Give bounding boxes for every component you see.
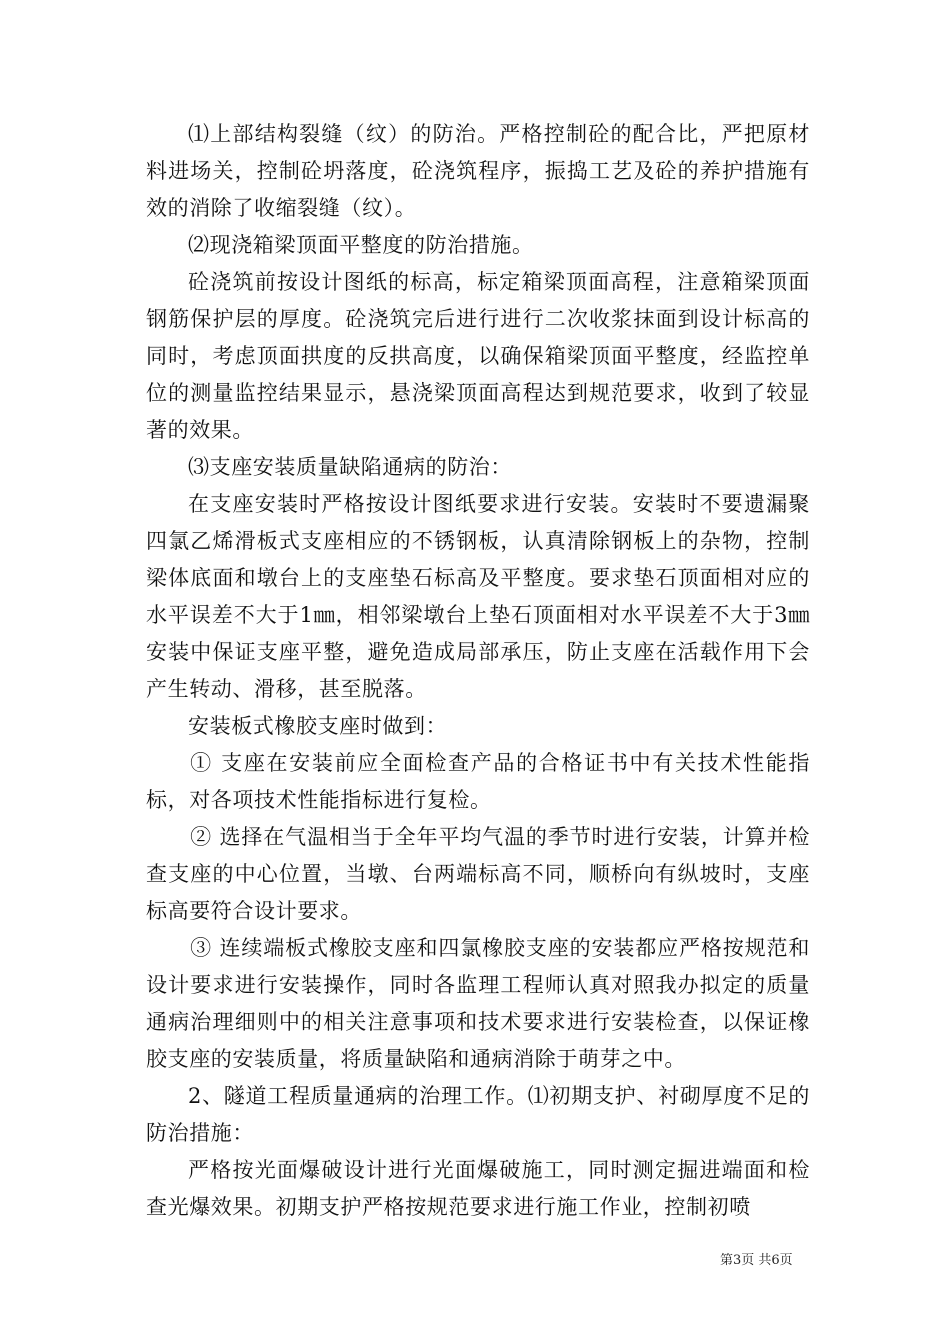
paragraph-rubber-bearing-intro: 安装板式橡胶支座时做到： (188, 714, 448, 738)
page-number: 第3页 共6页 (720, 1253, 793, 1268)
paragraph-tunnel-heading: 2、隧道工程质量通病的治理工作。⑴初期支护、衬砌厚度不足的防治措施： (146, 1084, 810, 1145)
paragraph-item-2: ② 选择在气温相当于全年平均气温的季节时进行安装，计算并检查支座的中心位置，当墩、台两端标高不同，顺桥向有纵坡时，支座标高要符合设计要求。 (146, 825, 810, 923)
paragraph-bearing-heading: ⑶支座安装质量缺陷通病的防治： (188, 455, 512, 479)
paragraph-item-3: ③ 连续端板式橡胶支座和四氯橡胶支座的安装都应严格按规范和设计要求进行安装操作，同时各监理工程师认真对照我办拟定的质量通病治理细则中的相关注意事项和技术要求进行安装检查，以保证橡胶支座的安装质量，将质量缺陷和通病消除于萌芽之中。 (146, 936, 810, 1071)
paragraph-bearing-installation: 在支座安装时严格按设计图纸要求进行安装。安装时不要遗漏聚四氯乙烯滑板式支座相应的不锈钢板，认真清除钢板上的杂物，控制梁体底面和墩台上的支座垫石标高及平整度。要求垫石顶面相对应的水平误差不大于1㎜，相邻梁墩台上垫石顶面相对水平误差不大于3㎜安装中保证支座平整，避免造成局部承压，防止支座在活载作用下会产生转动、滑移，甚至脱落。 (146, 492, 810, 701)
paragraph-smooth-blasting: 严格按光面爆破设计进行光面爆破施工，同时测定掘进端面和检查光爆效果。初期支护严格按规范要求进行施工作业，控制初喷 (146, 1158, 810, 1219)
paragraph-box-girder-measures: 砼浇筑前按设计图纸的标高，标定箱梁顶面高程，注意箱梁顶面钢筋保护层的厚度。砼浇筑完后进行进行二次收浆抹面到设计标高的同时，考虑顶面拱度的反拱高度，以确保箱梁顶面平整度，经监控单位的测量监控结果显示，悬浇梁顶面高程达到规范要求，收到了较显著的效果。 (146, 270, 810, 442)
document-body (146, 116, 810, 1226)
paragraph-superstructure-cracks: ⑴上部结构裂缝（纹）的防治。严格控制砼的配合比，严把原材料进场关，控制砼坍落度，砼浇筑程序，振捣工艺及砼的养护措施有效的消除了收缩裂缝（纹）。 (146, 122, 810, 220)
paragraph-item-1: ① 支座在安装前应全面检查产品的合格证书中有关技术性能指标，对各项技术性能指标进行复检。 (146, 751, 810, 812)
paragraph-box-girder-heading: ⑵现浇箱梁顶面平整度的防治措施。 (188, 233, 534, 257)
